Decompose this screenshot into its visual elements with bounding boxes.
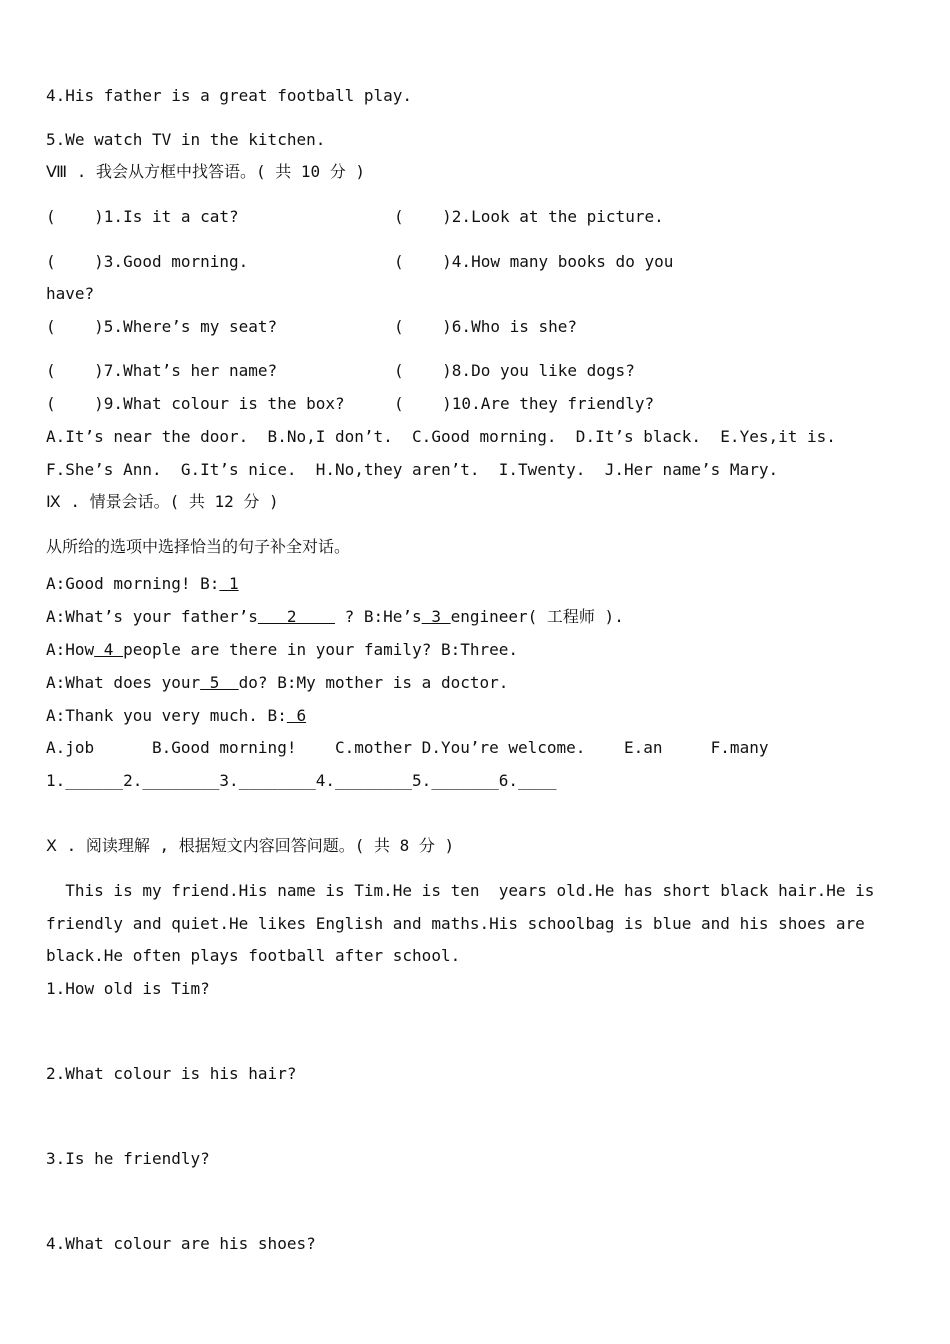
passage-line-3: black.He often plays football after school. xyxy=(46,946,461,965)
passage-line-1: This is my friend.His name is Tim.He is ten years old.He has short black hair.He is xyxy=(46,881,875,900)
ix-options: A.job B.Good morning! C.mother D.You’re welcome. E.an F.many xyxy=(46,738,769,757)
dialogue-line-2 xyxy=(46,606,624,628)
blank-2: 2 xyxy=(257,607,335,626)
viii-options-line-1: A.It’s near the door. B.No,I don’t. C.Good morning. D.It’s black. E.Yes,it is. xyxy=(46,427,836,446)
section-ix-heading: Ⅸ . 情景会话。( 共 12 分 ) xyxy=(46,492,279,511)
passage-line-2: friendly and quiet.He likes English and maths.His schoolbag is blue and his shoes are xyxy=(46,914,865,933)
x-question-3: 3.Is he friendly? xyxy=(46,1149,210,1168)
viii-question-6: ( )6.Who is she? xyxy=(394,317,578,336)
dialogue-line-3-text-b: people are there in your family? B:Three. xyxy=(123,640,519,659)
dialogue-line-5 xyxy=(46,705,306,727)
viii-question-9: ( )9.What colour is the box? xyxy=(46,394,345,413)
viii-question-4-continued: have? xyxy=(46,284,95,303)
blank-5: 5 xyxy=(200,673,239,692)
section-viii-heading: Ⅷ . 我会从方框中找答语。( 共 10 分 ) xyxy=(46,162,366,181)
section-ix-instruction: 从所给的选项中选择恰当的句子补全对话。 xyxy=(46,537,351,556)
blank-1: 1 xyxy=(219,574,239,593)
dialogue-line-1-text: A:Good morning! B: xyxy=(46,574,220,593)
dialogue-line-2-text-c: engineer( 工程师 ). xyxy=(450,607,624,626)
viii-question-4: ( )4.How many books do you xyxy=(394,252,674,271)
dialogue-line-1 xyxy=(46,573,239,595)
viii-question-7: ( )7.What’s her name? xyxy=(46,361,278,380)
viii-question-10: ( )10.Are they friendly? xyxy=(394,394,655,413)
dialogue-line-4-text-b: do? B:My mother is a doctor. xyxy=(238,673,509,692)
x-question-1: 1.How old is Tim? xyxy=(46,979,210,998)
viii-question-3: ( )3.Good morning. xyxy=(46,252,249,271)
dialogue-line-2-text-b: ? B:He’s xyxy=(334,607,422,626)
dialogue-line-3-text-a: A:How xyxy=(46,640,95,659)
viii-question-8: ( )8.Do you like dogs? xyxy=(394,361,635,380)
viii-question-2: ( )2.Look at the picture. xyxy=(394,207,664,226)
viii-question-5: ( )5.Where’s my seat? xyxy=(46,317,278,336)
blank-3: 3 xyxy=(421,607,451,626)
section-x-heading: Ⅹ . 阅读理解 , 根据短文内容回答问题。( 共 8 分 ) xyxy=(46,836,455,855)
x-question-2: 2.What colour is his hair? xyxy=(46,1064,297,1083)
viii-question-1: ( )1.Is it a cat? xyxy=(46,207,239,226)
dialogue-line-2-text-a: A:What’s your father’s xyxy=(46,607,258,626)
ix-answer-blanks: 1.______2.________3.________4.________5._______6.____ xyxy=(46,771,557,790)
sentence-4: 4.His father is a great football play. xyxy=(46,86,413,105)
viii-options-line-2: F.She’s Ann. G.It’s nice. H.No,they aren’t. I.Twenty. J.Her name’s Mary. xyxy=(46,460,779,479)
dialogue-line-4-text-a: A:What does your xyxy=(46,673,201,692)
x-question-4: 4.What colour are his shoes? xyxy=(46,1234,316,1253)
blank-4: 4 xyxy=(94,640,124,659)
sentence-5: 5.We watch TV in the kitchen. xyxy=(46,130,326,149)
blank-6: 6 xyxy=(286,706,307,725)
dialogue-line-4 xyxy=(46,672,508,694)
dialogue-line-3 xyxy=(46,639,518,661)
dialogue-line-5-text: A:Thank you very much. B: xyxy=(46,706,287,725)
